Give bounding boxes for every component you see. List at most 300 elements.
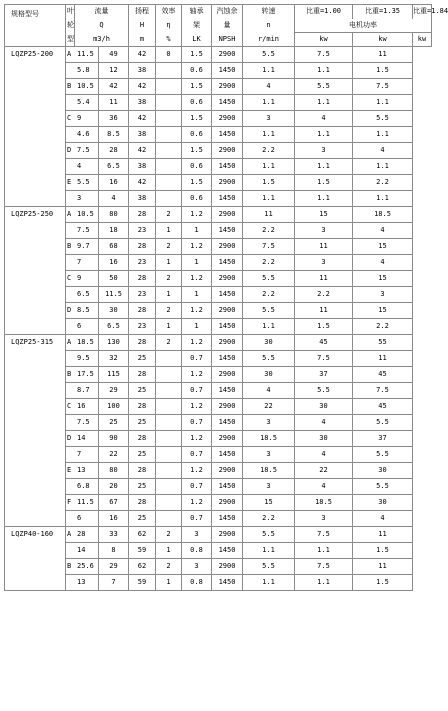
flow-cell: 28 (75, 527, 99, 543)
speed-cell: 2900 (212, 495, 243, 511)
speed-cell: 2900 (212, 399, 243, 415)
speed-header: 转速 (243, 5, 295, 19)
blade-type-cell (66, 287, 75, 303)
power-sg1-cell: 3 (243, 479, 295, 495)
head-cell: 50 (99, 271, 129, 287)
speed-unit: r/min (243, 33, 295, 47)
blade-type-cell: B (66, 239, 75, 255)
power-sg2-cell: 30 (295, 399, 353, 415)
power-sg1-cell: 5.5 (243, 527, 295, 543)
blade-header-char-3-4 (66, 33, 75, 47)
speed-cell: 2900 (212, 79, 243, 95)
bearing-cell: 2 (156, 559, 182, 575)
bearing-cell (156, 511, 182, 527)
head-cell: 16 (99, 175, 129, 191)
power-sg1-cell: 1.5 (243, 175, 295, 191)
head-cell: 68 (99, 239, 129, 255)
bearing-cell (156, 383, 182, 399)
power-sg3-cell: 4 (353, 143, 413, 159)
power-sg3-cell: 7.5 (353, 79, 413, 95)
table-row (5, 143, 432, 159)
power-sg2-cell: 1.5 (295, 175, 353, 191)
head-cell: 4 (99, 191, 129, 207)
eff-symbol: η (156, 19, 182, 33)
table-row (5, 431, 432, 447)
power-sg1-cell: 1.1 (243, 159, 295, 175)
flow-header: 流量 (75, 5, 129, 19)
blade-type-cell (66, 63, 75, 79)
table-row (5, 79, 432, 95)
bearing-symbol: LK (182, 33, 212, 47)
blade-header-char-3: 型 (67, 35, 74, 43)
table-row (5, 207, 432, 223)
power-sg2-cell: 4 (295, 111, 353, 127)
power-sg1-cell: 15 (243, 495, 295, 511)
blade-type-cell: B (66, 367, 75, 383)
power-sg1-cell: 2.2 (243, 511, 295, 527)
flow-cell: 7.5 (75, 143, 99, 159)
power-sg1-cell: 1.1 (243, 63, 295, 79)
efficiency-cell: 28 (129, 335, 156, 351)
npsh-header-2-text: 量 (223, 21, 231, 29)
speed-cell: 1450 (212, 127, 243, 143)
flow-cell: 6 (75, 511, 99, 527)
power-sg3-cell: 1.5 (353, 63, 413, 79)
efficiency-cell: 62 (129, 527, 156, 543)
efficiency-cell: 23 (129, 223, 156, 239)
blade-type-cell (66, 127, 75, 143)
table-row (5, 319, 432, 335)
npsh-cell: 1.2 (182, 495, 212, 511)
head-cell: 67 (99, 495, 129, 511)
efficiency-cell: 38 (129, 95, 156, 111)
power-sg2-cell: 37 (295, 367, 353, 383)
power-sg3-cell: 55 (353, 335, 413, 351)
power-sg1-cell: 11 (243, 207, 295, 223)
blade-type-cell: C (66, 271, 75, 287)
npsh-cell: 1.2 (182, 239, 212, 255)
flow-cell: 18.5 (75, 335, 99, 351)
power-sg3-cell: 45 (353, 367, 413, 383)
power-sg2-cell: 3 (295, 143, 353, 159)
bearing-cell (156, 95, 182, 111)
npsh-cell: 0.7 (182, 351, 212, 367)
power-sg3-cell: 15 (353, 303, 413, 319)
head-cell: 22 (99, 447, 129, 463)
efficiency-cell: 59 (129, 543, 156, 559)
blade-type-cell: C (66, 111, 75, 127)
bearing-cell: 2 (156, 303, 182, 319)
blade-type-cell (66, 223, 75, 239)
speed-cell: 1450 (212, 319, 243, 335)
npsh-cell: 1.2 (182, 271, 212, 287)
flow-cell: 4 (75, 159, 99, 175)
bearing-cell (156, 351, 182, 367)
power-sg3-cell: 5.5 (353, 415, 413, 431)
npsh-cell: 1.2 (182, 303, 212, 319)
power-sg1-cell: 5.5 (243, 559, 295, 575)
flow-cell: 7 (75, 255, 99, 271)
power-sg2-cell: 3 (295, 223, 353, 239)
head-cell: 80 (99, 207, 129, 223)
power-sg2-cell: 7.5 (295, 351, 353, 367)
head-cell: 12 (99, 63, 129, 79)
npsh-cell: 0.6 (182, 95, 212, 111)
power-sg2-cell: 22 (295, 463, 353, 479)
efficiency-cell: 28 (129, 271, 156, 287)
speed-cell: 1450 (212, 543, 243, 559)
power-sg1-cell: 3 (243, 111, 295, 127)
efficiency-cell: 62 (129, 559, 156, 575)
speed-cell: 1450 (212, 191, 243, 207)
table-row (5, 335, 432, 351)
power-sg3-cell: 15 (353, 271, 413, 287)
table-row (5, 415, 432, 431)
power-sg1-cell: 7.5 (243, 239, 295, 255)
efficiency-cell: 38 (129, 159, 156, 175)
blade-type-cell (66, 351, 75, 367)
npsh-cell: 1.2 (182, 207, 212, 223)
blade-type-cell (66, 383, 75, 399)
power-sg3-cell: 1.1 (353, 159, 413, 175)
head-cell: 11.5 (99, 287, 129, 303)
power-sg2-cell: 1.1 (295, 159, 353, 175)
power-sg1-cell: 2.2 (243, 223, 295, 239)
efficiency-cell: 42 (129, 79, 156, 95)
flow-cell: 5.5 (75, 175, 99, 191)
power-sg1-cell: 5.5 (243, 303, 295, 319)
table-row (5, 495, 432, 511)
table-row (5, 399, 432, 415)
npsh-cell: 0.8 (182, 543, 212, 559)
npsh-header-1: 汽蚀余 (212, 5, 243, 19)
blade-type-cell (66, 415, 75, 431)
bearing-cell: 2 (156, 207, 182, 223)
head-cell: 18 (99, 223, 129, 239)
npsh-cell: 0.7 (182, 415, 212, 431)
power-sg1-cell: 18.5 (243, 463, 295, 479)
blade-type-cell (66, 159, 75, 175)
power-sg1-cell: 18.5 (243, 431, 295, 447)
power-sg2-cell: 11 (295, 271, 353, 287)
head-cell: 42 (99, 79, 129, 95)
table-row (5, 239, 432, 255)
power-sg1-cell: 1.1 (243, 191, 295, 207)
npsh-cell: 1.2 (182, 463, 212, 479)
efficiency-cell: 38 (129, 191, 156, 207)
power-sg2-cell: 4 (295, 415, 353, 431)
table-row (5, 559, 432, 575)
head-cell: 8.5 (99, 127, 129, 143)
power-sg2-cell: 30 (295, 431, 353, 447)
table-row (5, 463, 432, 479)
flow-cell: 14 (75, 431, 99, 447)
power-sg2-cell: 18.5 (295, 495, 353, 511)
efficiency-cell: 28 (129, 463, 156, 479)
bearing-cell (156, 127, 182, 143)
flow-symbol: Q (75, 19, 129, 33)
bearing-cell (156, 479, 182, 495)
kw-unit-1: kw (295, 33, 353, 47)
efficiency-cell: 28 (129, 431, 156, 447)
npsh-cell: 1.5 (182, 175, 212, 191)
bearing-cell (156, 447, 182, 463)
flow-cell: 14 (75, 543, 99, 559)
efficiency-cell: 38 (129, 63, 156, 79)
head-cell: 16 (99, 255, 129, 271)
table-row (5, 271, 432, 287)
power-sg2-cell: 15 (295, 207, 353, 223)
power-sg2-cell: 5.5 (295, 383, 353, 399)
power-sg1-cell: 3 (243, 447, 295, 463)
speed-cell: 2900 (212, 303, 243, 319)
table-row (5, 367, 432, 383)
head-cell: 32 (99, 351, 129, 367)
power-sg1-cell: 3 (243, 415, 295, 431)
bearing-cell: 2 (156, 239, 182, 255)
head-cell: 30 (99, 303, 129, 319)
power-sg2-cell: 1.1 (295, 127, 353, 143)
bearing-cell: 2 (156, 335, 182, 351)
pump-spec-table (4, 4, 448, 591)
power-sg1-cell: 5.5 (243, 271, 295, 287)
power-sg3-cell: 30 (353, 463, 413, 479)
flow-cell: 9 (75, 111, 99, 127)
power-sg3-cell: 1.1 (353, 95, 413, 111)
table-row (5, 127, 432, 143)
blade-type-cell: A (66, 335, 75, 351)
npsh-cell: 0.6 (182, 63, 212, 79)
npsh-cell: 0.7 (182, 447, 212, 463)
power-sg3-cell: 3 (353, 287, 413, 303)
flow-unit: m3/h (75, 33, 129, 47)
blade-type-cell: F (66, 495, 75, 511)
power-sg3-cell: 4 (353, 255, 413, 271)
head-cell: 36 (99, 111, 129, 127)
table-row (5, 527, 432, 543)
model-name: LQZP40-160 (5, 527, 66, 591)
speed-cell: 2900 (212, 335, 243, 351)
blade-type-cell: D (66, 143, 75, 159)
power-sg3-cell: 1.5 (353, 543, 413, 559)
npsh-cell: 1.5 (182, 143, 212, 159)
power-sg3-cell: 1.1 (353, 127, 413, 143)
flow-cell: 3 (75, 191, 99, 207)
table-row (5, 479, 432, 495)
flow-cell: 6 (75, 319, 99, 335)
speed-cell: 2900 (212, 271, 243, 287)
efficiency-cell: 25 (129, 351, 156, 367)
bearing-cell (156, 175, 182, 191)
speed-cell: 1450 (212, 159, 243, 175)
bearing-header-2 (182, 19, 212, 33)
power-sg3-cell: 11 (353, 527, 413, 543)
npsh-cell: 1 (182, 223, 212, 239)
bearing-header-1: 轴承 (182, 5, 212, 19)
speed-cell: 1450 (212, 223, 243, 239)
power-sg3-cell: 2.2 (353, 319, 413, 335)
efficiency-cell: 28 (129, 367, 156, 383)
blade-type-cell (66, 95, 75, 111)
power-sg3-cell: 45 (353, 399, 413, 415)
power-sg3-cell: 5.5 (353, 479, 413, 495)
table-row (5, 287, 432, 303)
flow-cell: 6.8 (75, 479, 99, 495)
power-sg1-cell: 2.2 (243, 143, 295, 159)
bearing-cell: 1 (156, 319, 182, 335)
head-cell: 7 (99, 575, 129, 591)
bearing-cell (156, 431, 182, 447)
blade-type-cell (66, 255, 75, 271)
efficiency-cell: 42 (129, 143, 156, 159)
power-sg2-cell: 1.1 (295, 575, 353, 591)
speed-cell: 1450 (212, 575, 243, 591)
power-sg3-cell: 1.5 (353, 575, 413, 591)
flow-cell: 9 (75, 271, 99, 287)
head-cell: 6.5 (99, 319, 129, 335)
head-cell: 100 (99, 399, 129, 415)
head-symbol: H (129, 19, 156, 33)
speed-cell: 1450 (212, 511, 243, 527)
power-sg2-cell: 1.1 (295, 95, 353, 111)
blade-type-cell (66, 479, 75, 495)
table-row (5, 223, 432, 239)
efficiency-cell: 23 (129, 255, 156, 271)
npsh-cell: 1.5 (182, 79, 212, 95)
model-name: LQZP25-315 (5, 335, 66, 527)
efficiency-cell: 28 (129, 399, 156, 415)
blade-type-cell (66, 575, 75, 591)
kw-unit-3: kw (413, 33, 432, 47)
power-sg1-cell: 5.5 (243, 351, 295, 367)
power-sg1-cell: 1.1 (243, 127, 295, 143)
speed-cell: 2900 (212, 111, 243, 127)
table-row (5, 575, 432, 591)
blade-type-cell (66, 447, 75, 463)
power-sg3-cell: 2.2 (353, 175, 413, 191)
flow-cell: 8.5 (75, 303, 99, 319)
flow-cell: 5.8 (75, 63, 99, 79)
power-sg1-cell: 30 (243, 335, 295, 351)
power-sg1-cell: 1.1 (243, 575, 295, 591)
speed-cell: 1450 (212, 287, 243, 303)
npsh-cell: 1.2 (182, 431, 212, 447)
speed-cell: 2900 (212, 559, 243, 575)
bearing-cell (156, 111, 182, 127)
efficiency-cell: 28 (129, 207, 156, 223)
table-row (5, 351, 432, 367)
head-cell: 29 (99, 559, 129, 575)
speed-cell: 1450 (212, 415, 243, 431)
bearing-cell (156, 79, 182, 95)
speed-cell: 1450 (212, 479, 243, 495)
npsh-cell: 0.7 (182, 511, 212, 527)
bearing-cell (156, 143, 182, 159)
bearing-header-2-text: 架 (193, 21, 200, 29)
table-row (5, 511, 432, 527)
npsh-cell: 0.7 (182, 479, 212, 495)
efficiency-cell: 23 (129, 319, 156, 335)
efficiency-cell: 28 (129, 495, 156, 511)
npsh-unit (212, 33, 243, 47)
bearing-cell (156, 463, 182, 479)
power-sg3-cell: 18.5 (353, 207, 413, 223)
power-sg2-cell: 1.1 (295, 63, 353, 79)
header-row-1 (5, 5, 432, 19)
motor-power-header: 电机功率 (295, 19, 432, 33)
npsh-cell: 3 (182, 527, 212, 543)
efficiency-cell: 25 (129, 479, 156, 495)
blade-header-char-2: 轮 (66, 19, 75, 33)
npsh-cell: 1 (182, 287, 212, 303)
power-sg2-cell: 7.5 (295, 559, 353, 575)
speed-cell: 1450 (212, 447, 243, 463)
blade-type-cell: D (66, 303, 75, 319)
power-sg3-cell: 5.5 (353, 111, 413, 127)
npsh-cell: 0.8 (182, 575, 212, 591)
eff-header: 效率 (156, 5, 182, 19)
power-sg3-cell: 11 (353, 47, 413, 63)
npsh-cell: 1.2 (182, 335, 212, 351)
power-sg1-cell: 1.1 (243, 543, 295, 559)
speed-cell: 1450 (212, 255, 243, 271)
power-sg2-cell: 1.1 (295, 543, 353, 559)
bearing-cell (156, 63, 182, 79)
table-row (5, 191, 432, 207)
table-body (5, 5, 448, 591)
npsh-cell: 0.6 (182, 159, 212, 175)
speed-cell: 1450 (212, 63, 243, 79)
speed-cell: 2900 (212, 527, 243, 543)
flow-cell: 5.4 (75, 95, 99, 111)
efficiency-cell: 59 (129, 575, 156, 591)
npsh-cell: 0.6 (182, 191, 212, 207)
blade-type-cell: B (66, 79, 75, 95)
power-sg2-cell: 2.2 (295, 287, 353, 303)
flow-cell: 10.5 (75, 207, 99, 223)
speed-symbol: n (243, 19, 295, 33)
head-cell: 80 (99, 463, 129, 479)
blade-type-cell: E (66, 463, 75, 479)
head-cell: 90 (99, 431, 129, 447)
speed-cell: 2900 (212, 207, 243, 223)
header-row-3 (5, 33, 432, 47)
blade-type-cell: B (66, 559, 75, 575)
table-row (5, 255, 432, 271)
npsh-cell: 1.2 (182, 399, 212, 415)
blade-type-cell: A (66, 207, 75, 223)
model-name: LQZP25-250 (5, 207, 66, 335)
head-cell: 25 (99, 415, 129, 431)
head-cell: 115 (99, 367, 129, 383)
bearing-cell (156, 367, 182, 383)
blade-header-char-1: 叶 (66, 5, 75, 19)
npsh-cell: 1.2 (182, 367, 212, 383)
blade-type-cell (66, 543, 75, 559)
table-row (5, 159, 432, 175)
flow-cell: 7.5 (75, 415, 99, 431)
power-sg2-cell: 45 (295, 335, 353, 351)
power-sg1-cell: 4 (243, 79, 295, 95)
npsh-header-2 (212, 19, 243, 33)
head-unit: m (129, 33, 156, 47)
flow-cell: 8.7 (75, 383, 99, 399)
blade-type-cell (66, 319, 75, 335)
bearing-cell: 1 (156, 575, 182, 591)
flow-cell: 13 (75, 575, 99, 591)
flow-cell: 7 (75, 447, 99, 463)
bearing-cell: 1 (156, 287, 182, 303)
